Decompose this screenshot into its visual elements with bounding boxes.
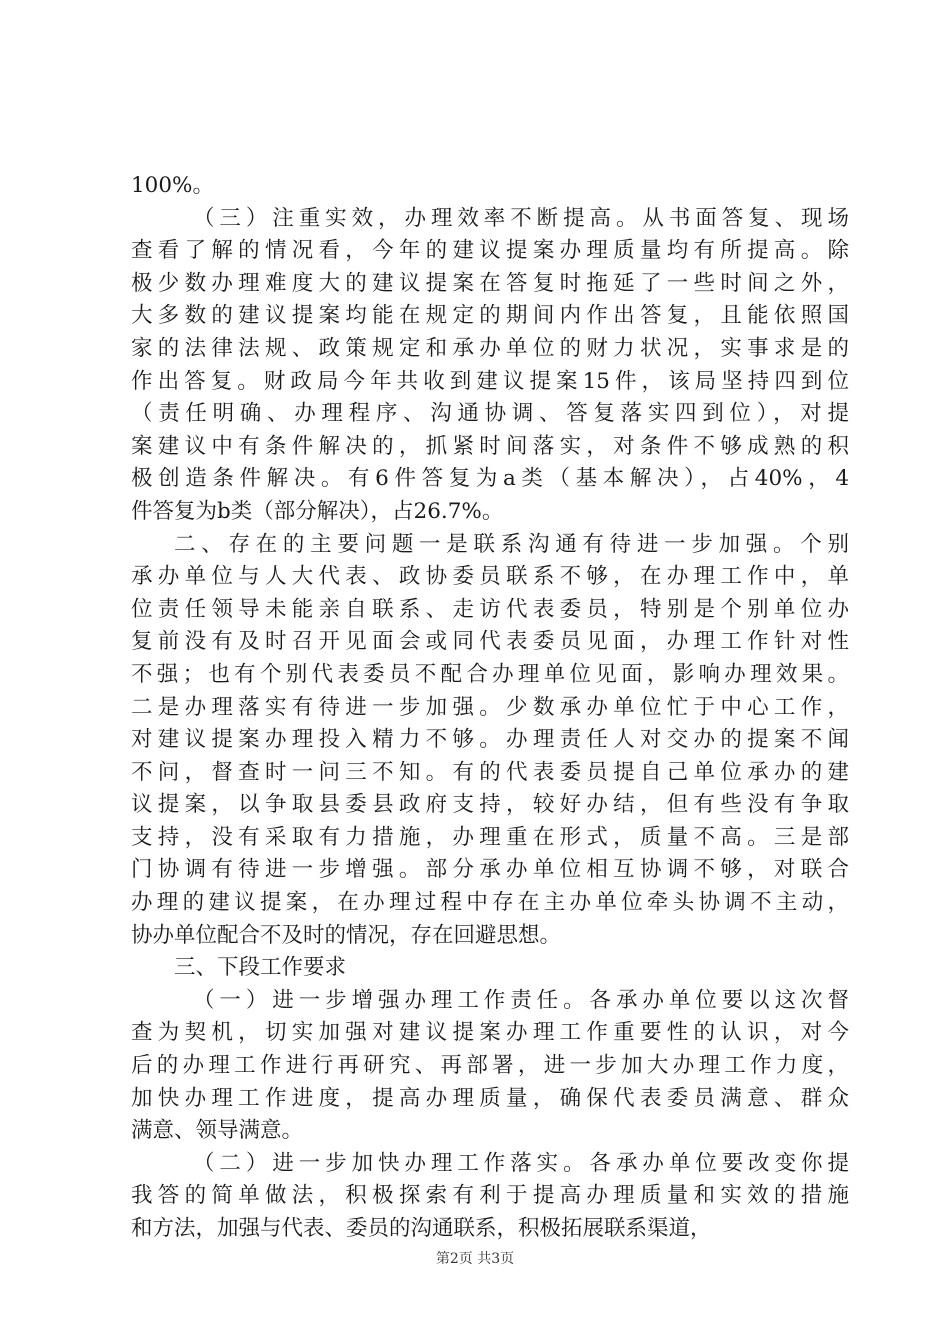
text-line: 二是办理落实有待进一步加强。少数承办单位忙于中心工作， [131,694,849,720]
text-line: 极创造条件解决。有6件答复为a类（基本解决），占40%，4 [131,466,849,492]
text-line: 复前没有及时召开见面会或同代表委员见面，办理工作针对性 [131,629,849,655]
text-line: 不问，督查时一问三不知。有的代表委员提自己单位承办的建 [131,759,849,785]
text-line: 支持，没有采取有力措施，办理重在形式，质量不高。三是部 [131,824,849,850]
text-line: 100%。 [131,173,214,198]
text-line: 极少数办理难度大的建议提案在答复时拖延了一些时间之外， [131,270,849,296]
page-footer: 第2页 共3页 [435,1251,515,1267]
text-line: （二）进一步加快办理工作落实。各承办单位要改变你提 [193,1150,849,1176]
text-line: 二、存在的主要问题一是联系沟通有待进一步加强。个别 [174,531,849,557]
text-line: （一）进一步增强办理工作责任。各承办单位要以这次督 [193,987,849,1013]
text-line: 承办单位与人大代表、政协委员联系不够，在办理工作中，单 [131,564,849,590]
text-line: 和方法，加强与代表、委员的沟通联系，积极拓展联系渠道， [131,1216,712,1241]
text-line: 办理的建议提案，在办理过程中存在主办单位牵头协调不主动， [131,890,849,916]
text-line: 三、下段工作要求 [174,955,347,981]
text-line: 查看了解的情况看，今年的建议提案办理质量均有所提高。除 [131,238,849,264]
text-line: 家的法律法规、政策规定和承办单位的财力状况，实事求是的 [131,335,849,361]
text-line: 位责任领导未能亲自联系、走访代表委员，特别是个别单位办 [131,596,849,622]
text-line: 对建议提案办理投入精力不够。办理责任人对交办的提案不闻 [131,727,849,753]
text-line: 协办单位配合不及时的情况，存在回避思想。 [131,922,562,948]
text-line: 我答的简单做法，积极探索有利于提高办理质量和实效的措施 [131,1183,849,1209]
text-line: 加快办理工作进度，提高办理质量，确保代表委员满意、群众 [131,1085,849,1111]
text-line: 门协调有待进一步增强。部分承办单位相互协调不够，对联合 [131,857,849,883]
text-line: 后的办理工作进行再研究、再部署，进一步加大办理工作力度， [131,1053,849,1079]
text-line: （三）注重实效，办理效率不断提高。从书面答复、现场 [193,205,849,231]
text-line: 件答复为b类（部分解决），占26.7%。 [131,498,504,524]
text-line: 作出答复。财政局今年共收到建议提案15件，该局坚持四到位 [131,368,849,394]
document-body [131,170,849,1246]
text-line: 议提案，以争取县委县政府支持，较好办结，但有些没有争取 [131,792,849,818]
text-line: 查为契机，切实加强对建议提案办理工作重要性的认识，对今 [131,1020,849,1046]
text-line: 不强；也有个别代表委员不配合办理单位见面，影响办理效果。 [131,661,849,687]
text-line: 案建议中有条件解决的，抓紧时间落实，对条件不够成熟的积 [131,433,849,459]
text-line: 大多数的建议提案均能在规定的期间内作出答复，且能依照国 [131,303,849,329]
text-line: （责任明确、办理程序、沟通协调、答复落实四到位），对提 [131,401,849,427]
text-line: 满意、领导满意。 [131,1118,304,1144]
